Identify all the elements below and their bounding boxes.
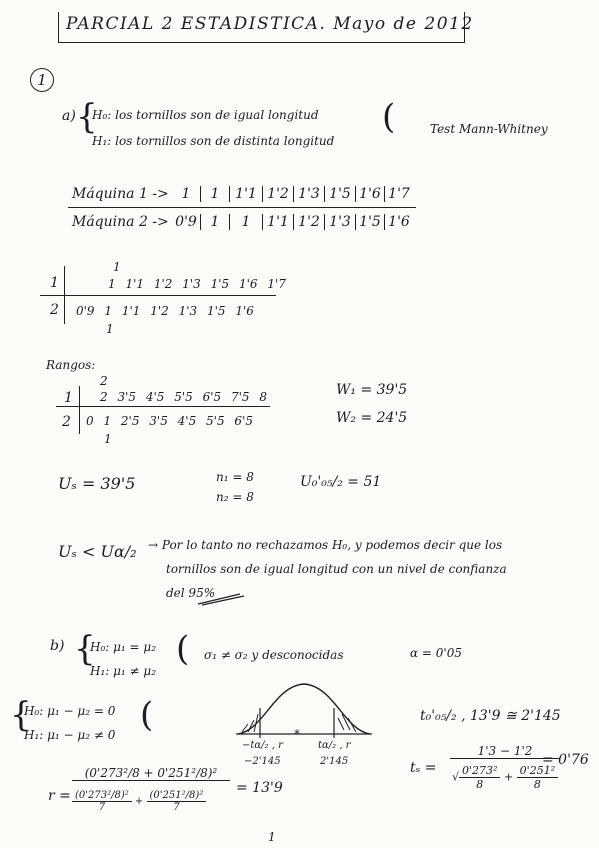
sigma-note: σ₁ ≠ σ₂ y desconocidas	[204, 648, 344, 662]
ts-denominator: √ $\frac{\text{0'273²}}{8}$ + $\frac{\text{0'251²}}{8}$	[452, 764, 558, 791]
ranks-vertical	[79, 386, 80, 434]
brace-left-b: {	[74, 629, 96, 669]
brace-left-diff: {	[10, 695, 32, 735]
stem-row2-bottom: 1	[106, 322, 114, 336]
part-a-h1: H₁: los tornillos son de distinta longitud	[92, 134, 335, 148]
m2-value: 1	[230, 214, 263, 230]
r-numerator: (0'273²/8 + 0'251²/8)²	[72, 766, 230, 781]
part-b-label: b)	[50, 638, 65, 654]
conclusion-line-1: → Por lo tanto no rechazamos H₀, y podemos decir que los	[148, 538, 503, 552]
n2-value: n₂ = 8	[216, 490, 254, 504]
n1-value: n₁ = 8	[216, 470, 254, 484]
ranks-row2-values: 0 1 2'5 3'5 4'5 5'5 6'5	[86, 414, 253, 428]
m2-value: 1	[201, 214, 230, 230]
m2-value: 0'9	[172, 214, 201, 230]
page-title: PARCIAL 2 ESTADISTICA. Mayo de 2012	[66, 14, 474, 34]
conclusion-line-3: del 95%	[166, 586, 216, 600]
ranks-row1-label: 1	[64, 390, 73, 406]
test-name: Test Mann-Whitney	[430, 122, 548, 136]
machine-1-values	[172, 186, 413, 202]
ranks-row2-bottom: 1	[104, 432, 112, 446]
machine-1-label: Máquina 1 ->	[72, 186, 169, 202]
h1-difference: H₁: μ₁ − μ₂ ≠ 0	[24, 728, 116, 742]
trailing-digit: 1	[268, 830, 276, 844]
t-distribution-curve	[234, 678, 374, 742]
m2-value: 1'2	[294, 214, 325, 230]
h0-difference: H₀: μ₁ − μ₂ = 0	[24, 704, 116, 718]
part-a-h0: H₀: los tornillos son de igual longitud	[92, 108, 319, 122]
ts-den-n: 8	[476, 778, 484, 791]
ts-label: tₛ =	[410, 760, 437, 776]
part-b-h0: H₀: μ₁ = μ₂	[90, 640, 157, 654]
ts-result: = 0'76	[542, 752, 589, 768]
curve-right-bottom: 2'145	[320, 756, 349, 767]
r-denominator: $\frac{\text{(0'273²/8)²}}{7}$ + $\frac{\text{(0'251²/8)²}}{7}$	[72, 790, 206, 813]
ranks-row1-top: 2	[100, 374, 108, 388]
ranks-horizontal	[56, 406, 270, 407]
brace-right-a: (	[382, 97, 396, 137]
question-number: 1	[30, 68, 54, 92]
curve-left-bottom: −2'145	[244, 756, 281, 767]
r-den-n2: 7	[173, 802, 180, 813]
r-result: = 13'9	[236, 780, 283, 796]
ranks-row1-values: 2 3'5 4'5 5'5 6'5 7'5 8	[100, 390, 267, 404]
brace-right-diff: (	[140, 695, 154, 735]
stem-row1-top: 1	[113, 260, 121, 274]
m1-value: 1'2	[263, 186, 294, 202]
w1-value: W₁ = 39'5	[336, 382, 408, 398]
t-critical: t₀'₀₅/₂ , 13'9 ≅ 2'145	[420, 708, 561, 724]
machine-2-values	[172, 214, 413, 230]
part-b-h1: H₁: μ₁ ≠ μ₂	[90, 664, 157, 678]
m2-value: 1'3	[325, 214, 356, 230]
m2-value: 1'5	[356, 214, 385, 230]
r-den-b: (0'251²/8)²	[147, 790, 207, 802]
ranks-row2-label: 2	[62, 414, 71, 430]
ts-den-b: 0'251²	[517, 764, 558, 778]
stem-row2-label: 2	[50, 302, 59, 318]
u-critical: U₀'₀₅/₂ = 51	[300, 474, 382, 490]
r-den-n: 7	[98, 802, 106, 813]
ts-den-n2: 8	[533, 778, 541, 791]
u-compare: Uₛ < Uα/₂	[58, 542, 137, 561]
stem-horizontal	[40, 295, 276, 296]
stem-row1-values: 1 1'1 1'2 1'3 1'5 1'6 1'7	[108, 277, 286, 291]
m1-value: 1'3	[294, 186, 325, 202]
m1-value: 1	[172, 186, 201, 202]
part-a-label: a)	[62, 108, 76, 124]
m1-value: 1'1	[230, 186, 263, 202]
stem-row2-values: 0'9 1 1'1 1'2 1'3 1'5 1'6	[76, 304, 254, 318]
stem-row1-label: 1	[50, 275, 59, 291]
ts-marker: *	[294, 727, 300, 741]
underline-squiggle	[196, 592, 246, 606]
machine-2-label: Máquina 2 ->	[72, 214, 169, 230]
conclusion-line-2: tornillos son de igual longitud con un nivel de confianza	[166, 562, 507, 576]
r-label: r =	[48, 788, 71, 804]
machine-table-rule	[68, 207, 416, 208]
w2-value: W₂ = 24'5	[336, 410, 408, 426]
ts-den-a: 0'273²	[459, 764, 500, 778]
us-value: Uₛ = 39'5	[58, 474, 136, 493]
m1-value: 1'7	[388, 186, 410, 202]
m2-value: 1'1	[263, 214, 294, 230]
brace-left-a: {	[76, 97, 98, 137]
m2-value: 1'6	[388, 214, 410, 230]
m1-value: 1'6	[356, 186, 385, 202]
alpha-value: α = 0'05	[410, 646, 462, 660]
ts-numerator: 1'3 − 1'2	[450, 744, 560, 759]
ranks-heading: Rangos:	[46, 358, 96, 372]
curve-left-top: −tα/₂ , r	[242, 740, 283, 751]
brace-right-b: (	[176, 629, 190, 669]
curve-right-top: tα/₂ , r	[318, 740, 351, 751]
m1-value: 1'5	[325, 186, 356, 202]
r-den-a: (0'273²/8)²	[72, 790, 132, 802]
m1-value: 1	[201, 186, 230, 202]
